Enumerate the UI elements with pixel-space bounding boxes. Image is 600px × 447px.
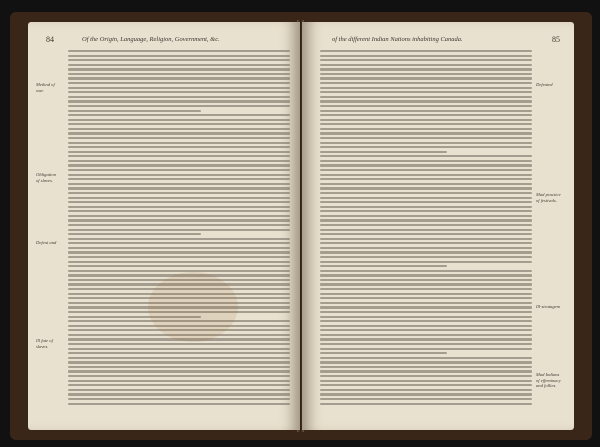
text-line <box>68 352 290 354</box>
text-line <box>320 55 532 57</box>
text-line <box>320 192 532 194</box>
text-line <box>68 219 290 221</box>
text-line <box>68 91 290 93</box>
text-line <box>68 160 290 162</box>
text-line <box>320 256 532 258</box>
running-head: of the different Indian Nations inhabiting Canada. <box>332 36 463 43</box>
text-line <box>320 297 532 299</box>
text-line <box>68 261 290 263</box>
text-line <box>320 375 532 377</box>
text-line <box>320 68 532 70</box>
text-line <box>320 398 532 400</box>
text-line <box>320 87 532 89</box>
marginal-note: Ill fate of slaves. <box>36 338 53 349</box>
text-line <box>320 224 532 226</box>
text-line <box>320 279 532 281</box>
text-line <box>320 77 532 79</box>
text-line <box>68 210 290 212</box>
text-line <box>320 160 532 162</box>
text-line <box>320 288 532 290</box>
text-line <box>68 183 290 185</box>
text-line <box>320 114 532 116</box>
text-line <box>68 384 290 386</box>
text-line <box>320 393 532 395</box>
text-line <box>320 343 532 345</box>
text-line <box>68 343 290 345</box>
text-line <box>68 375 290 377</box>
text-line <box>68 229 290 231</box>
text-line <box>68 201 290 203</box>
text-line <box>320 59 532 61</box>
marginal-note: Mad Indians of effeminacy and follies. <box>536 372 561 388</box>
text-line <box>68 224 290 226</box>
text-line <box>68 64 290 66</box>
text-line <box>320 238 532 240</box>
text-line <box>320 283 532 285</box>
text-line <box>320 384 532 386</box>
text-line <box>320 187 532 189</box>
text-line <box>68 155 290 157</box>
text-line <box>68 247 290 249</box>
text-line <box>320 311 532 313</box>
text-line <box>320 265 447 267</box>
text-line <box>68 68 290 70</box>
text-line <box>68 132 290 134</box>
text-line <box>320 206 532 208</box>
text-line <box>320 233 532 235</box>
text-line <box>68 270 290 272</box>
text-line <box>320 146 532 148</box>
text-line <box>320 370 532 372</box>
text-line <box>68 82 290 84</box>
text-line <box>320 96 532 98</box>
text-line <box>320 302 532 304</box>
text-line <box>68 73 290 75</box>
text-line <box>68 114 290 116</box>
text-line <box>320 128 532 130</box>
text-line <box>320 178 532 180</box>
text-line <box>68 142 290 144</box>
text-line <box>68 233 201 235</box>
text-line <box>320 338 532 340</box>
text-line <box>320 229 532 231</box>
text-line <box>320 380 532 382</box>
running-head: Of the Origin, Language, Religion, Government, &c. <box>82 36 220 43</box>
text-line <box>68 146 290 148</box>
page-number: 85 <box>552 35 560 44</box>
marginal-note: Defeated <box>536 82 553 87</box>
text-line <box>320 389 532 391</box>
text-line <box>68 174 290 176</box>
text-line <box>68 197 290 199</box>
text-line <box>68 151 290 153</box>
text-line <box>320 361 532 363</box>
text-line <box>68 380 290 382</box>
text-line <box>68 389 290 391</box>
text-line <box>320 201 532 203</box>
text-line <box>320 270 532 272</box>
text-line <box>68 393 290 395</box>
text-line <box>68 348 290 350</box>
marginal-note: Defeat and <box>36 240 57 245</box>
text-line <box>68 265 290 267</box>
text-line <box>320 169 532 171</box>
text-line <box>320 137 532 139</box>
text-line <box>320 197 532 199</box>
text-line <box>68 215 290 217</box>
text-line <box>320 210 532 212</box>
text-line <box>320 151 447 153</box>
text-line <box>68 87 290 89</box>
text-line <box>68 59 290 61</box>
text-line <box>320 306 532 308</box>
text-line <box>320 357 532 359</box>
text-line <box>320 155 532 157</box>
text-line <box>320 132 532 134</box>
text-line <box>320 261 532 263</box>
text-line <box>320 105 532 107</box>
text-line <box>320 316 532 318</box>
text-line <box>320 100 532 102</box>
text-line <box>320 215 532 217</box>
text-line <box>320 366 532 368</box>
text-line <box>68 50 290 52</box>
text-line <box>320 174 532 176</box>
text-line <box>68 403 290 405</box>
text-line <box>320 119 532 121</box>
text-line <box>68 164 290 166</box>
text-line <box>68 128 290 130</box>
text-line <box>68 169 290 171</box>
book <box>10 12 592 440</box>
text-line <box>320 64 532 66</box>
text-line <box>68 187 290 189</box>
text-line <box>320 293 532 295</box>
text-line <box>320 91 532 93</box>
text-line <box>320 242 532 244</box>
text-line <box>68 251 290 253</box>
right-page <box>302 22 574 430</box>
text-line <box>320 123 532 125</box>
text-line <box>68 123 290 125</box>
text-line <box>320 334 532 336</box>
text-line <box>68 398 290 400</box>
text-line <box>320 251 532 253</box>
left-page <box>28 22 300 430</box>
text-line <box>320 82 532 84</box>
text-line <box>320 403 532 405</box>
text-line <box>320 164 532 166</box>
page-number: 84 <box>46 35 54 44</box>
text-line <box>320 183 532 185</box>
text-line <box>68 105 290 107</box>
text-line <box>68 77 290 79</box>
text-line <box>68 55 290 57</box>
text-line <box>68 119 290 121</box>
text-line <box>320 50 532 52</box>
text-line <box>320 274 532 276</box>
text-line <box>320 219 532 221</box>
text-line <box>68 206 290 208</box>
body-text <box>320 50 532 407</box>
text-line <box>320 247 532 249</box>
text-line <box>320 320 532 322</box>
text-line <box>68 110 201 112</box>
text-line <box>320 142 532 144</box>
text-line <box>320 325 532 327</box>
text-line <box>320 73 532 75</box>
text-line <box>68 96 290 98</box>
marginal-note: Method of war. <box>36 82 55 93</box>
text-line <box>68 238 290 240</box>
text-line <box>68 242 290 244</box>
text-line <box>68 192 290 194</box>
text-line <box>320 329 532 331</box>
text-line <box>68 361 290 363</box>
text-line <box>68 178 290 180</box>
marginal-note: Ill-stratagem <box>536 304 560 309</box>
text-line <box>68 137 290 139</box>
marginal-note: Mad practice of festivals. <box>536 192 561 203</box>
text-line <box>320 110 532 112</box>
text-line <box>320 352 447 354</box>
text-line <box>68 366 290 368</box>
text-line <box>68 370 290 372</box>
text-line <box>68 357 290 359</box>
body-text <box>68 50 290 407</box>
text-line <box>68 256 290 258</box>
marginal-note: Obligation of slaves. <box>36 172 56 183</box>
text-line <box>320 348 532 350</box>
text-line <box>68 100 290 102</box>
page-stain <box>148 272 238 342</box>
